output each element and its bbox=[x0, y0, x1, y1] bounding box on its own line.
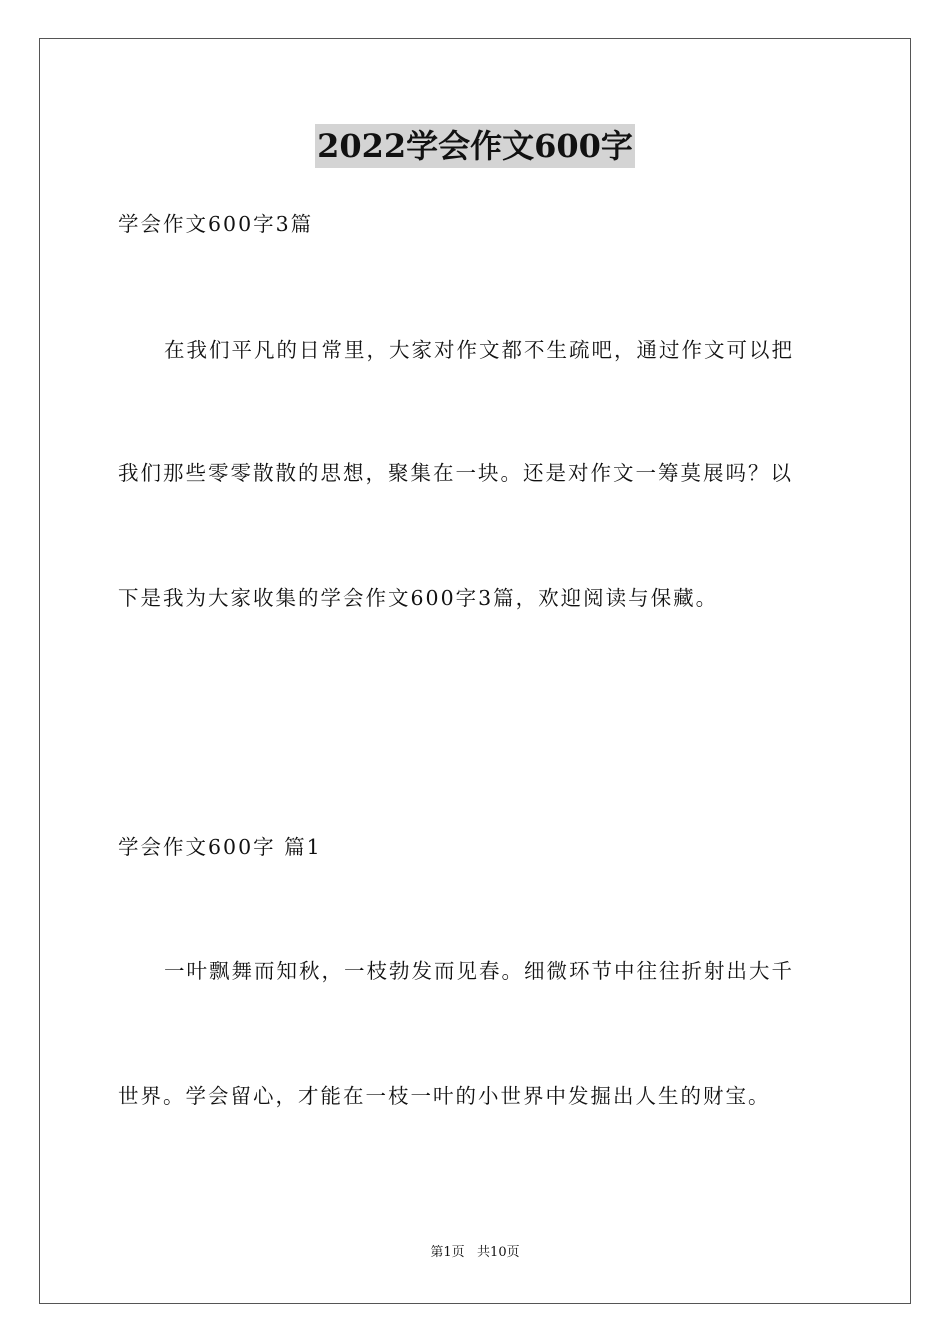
intro-paragraph-line: 下是我为大家收集的学会作文600字3篇，欢迎阅读与保藏。 bbox=[118, 586, 719, 610]
section-paragraph-line: 世界。学会留心，才能在一枝一叶的小世界中发掘出人生的财宝。 bbox=[118, 1084, 771, 1108]
document-title: 2022学会作文600字 bbox=[315, 124, 635, 168]
intro-paragraph-line: 我们那些零零散散的思想，聚集在一块。还是对作文一筹莫展吗？以 bbox=[118, 461, 793, 485]
page-footer: 第1页 共10页 bbox=[430, 1245, 520, 1260]
title-container bbox=[0, 124, 950, 168]
section-paragraph-line: 一叶飘舞而知秋，一枝勃发而见春。细微环节中往往折射出大千 bbox=[164, 959, 794, 983]
section-heading: 学会作文600字 篇1 bbox=[118, 835, 322, 859]
subtitle: 学会作文600字3篇 bbox=[118, 212, 314, 236]
intro-paragraph-line: 在我们平凡的日常里，大家对作文都不生疏吧，通过作文可以把 bbox=[164, 338, 794, 362]
